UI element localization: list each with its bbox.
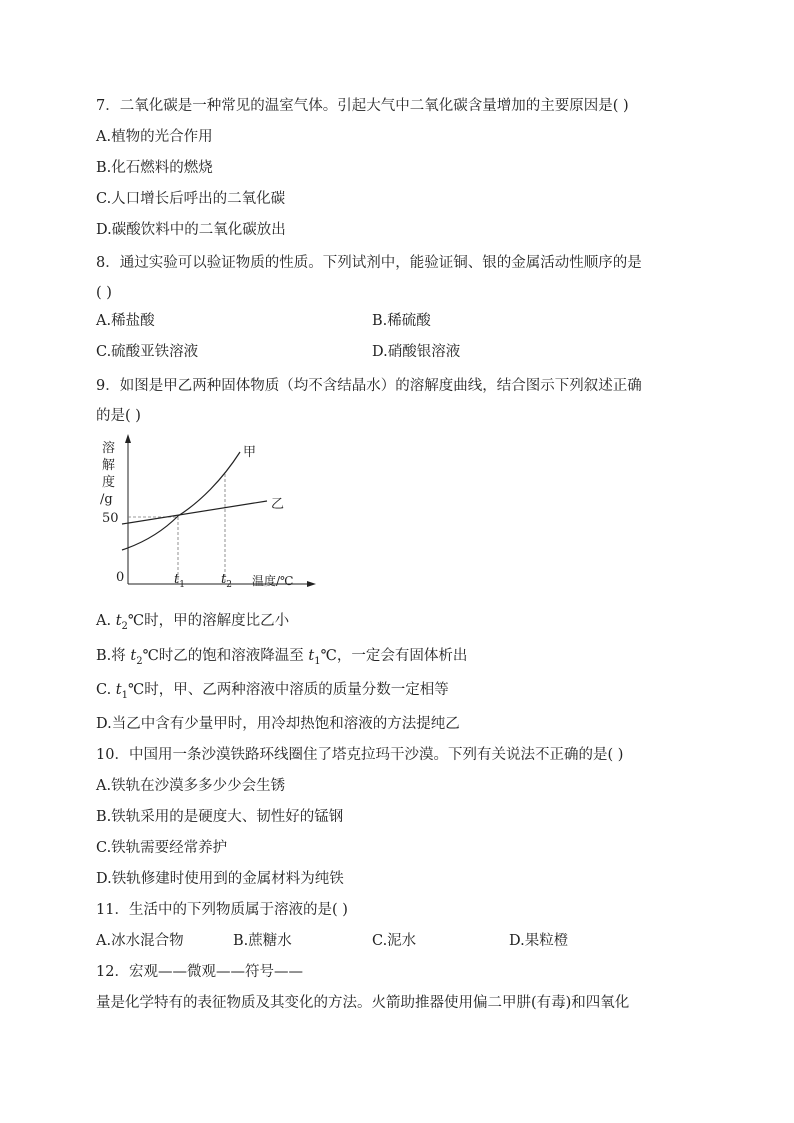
curve-jia-label: 甲 (243, 445, 257, 460)
q8-option-a[interactable]: A.稀盐酸 (96, 313, 155, 329)
q10-option-c[interactable]: C.铁轨需要经常养护 (96, 840, 228, 856)
curve-yi-label: 乙 (271, 497, 285, 512)
q11-option-d[interactable]: D.果粒橙 (509, 933, 569, 949)
x-tick-t2: $t_2$ (221, 572, 232, 590)
x-axis-label: 温度/℃ (252, 574, 294, 588)
y-label-char-3: 度 (102, 475, 116, 490)
q11-stem: 11．生活中的下列物质属于溶液的是( ) (96, 902, 348, 918)
x-axis-arrow-icon (307, 581, 316, 587)
q9-stem-line1: 9．如图是甲乙两种固体物质（均不含结晶水）的溶解度曲线，结合图示下列叙述正确 (96, 378, 642, 394)
q11-option-a[interactable]: A.冰水混合物 (96, 933, 184, 949)
q10-option-a[interactable]: A.铁轨在沙漠多多少少会生锈 (96, 778, 286, 794)
q8-stem-line2: ( ) (96, 285, 112, 301)
y-axis-arrow-icon (125, 434, 131, 443)
curve-jia (122, 452, 240, 550)
q7-option-b[interactable]: B.化石燃料的燃烧 (96, 160, 213, 176)
q9-option-a[interactable]: A. $t_2℃$时，甲的溶解度比乙小 (96, 613, 290, 632)
q11-option-c[interactable]: C.泥水 (372, 933, 417, 949)
q8-option-c[interactable]: C.硫酸亚铁溶液 (96, 344, 199, 360)
q7-option-d[interactable]: D.碳酸饮料中的二氧化碳放出 (96, 222, 286, 238)
x-tick-t1: $t_1$ (174, 572, 185, 590)
q7-stem: 7．二氧化碳是一种常见的温室气体。引起大气中二氧化碳含量增加的主要原因是( ) (96, 98, 629, 114)
y-label-char-2: 解 (102, 458, 116, 473)
q10-option-d[interactable]: D.铁轨修建时使用到的金属材料为纯铁 (96, 871, 344, 887)
q10-stem: 10．中国用一条沙漠铁路环线圈住了塔克拉玛干沙漠。下列有关说法不正确的是( ) (96, 747, 624, 763)
q10-option-b[interactable]: B.铁轨采用的是硬度大、韧性好的锰钢 (96, 809, 344, 825)
y-label-char-1: 溶 (102, 441, 116, 456)
solubility-curve-diagram (92, 432, 322, 594)
q9-stem-line2: 的是( ) (96, 408, 141, 424)
q7-option-c[interactable]: C.人口增长后呼出的二氧化碳 (96, 191, 286, 207)
q12-stem-line2: 量是化学特有的表征物质及其变化的方法。火箭助推器使用偏二甲肼(有毒)和四氧化 (96, 995, 630, 1011)
q7-option-a[interactable]: A.植物的光合作用 (96, 129, 213, 145)
q9-option-c[interactable]: C. $t_1℃$时，甲、乙两种溶液中溶质的质量分数一定相等 (96, 682, 449, 701)
origin-label: 0 (116, 570, 125, 585)
q8-option-d[interactable]: D.硝酸银溶液 (372, 344, 461, 360)
q9-option-b[interactable]: B.将 $t_2℃$时乙的饱和溶液降温至 $t_1℃$，一定会有固体析出 (96, 648, 468, 667)
q12-stem-line1: 12．宏观——微观——符号—— (96, 964, 303, 980)
y-label-char-4: /g (100, 492, 113, 507)
q8-stem-line1: 8．通过实验可以验证物质的性质。下列试剂中，能验证铜、银的金属活动性顺序的是 (96, 255, 642, 271)
y-tick-50: 50 (102, 511, 119, 526)
q11-option-b[interactable]: B.蔗糖水 (233, 933, 292, 949)
q8-option-b[interactable]: B.稀硫酸 (372, 313, 431, 329)
q9-option-d[interactable]: D.当乙中含有少量甲时，用冷却热饱和溶液的方法提纯乙 (96, 716, 460, 732)
